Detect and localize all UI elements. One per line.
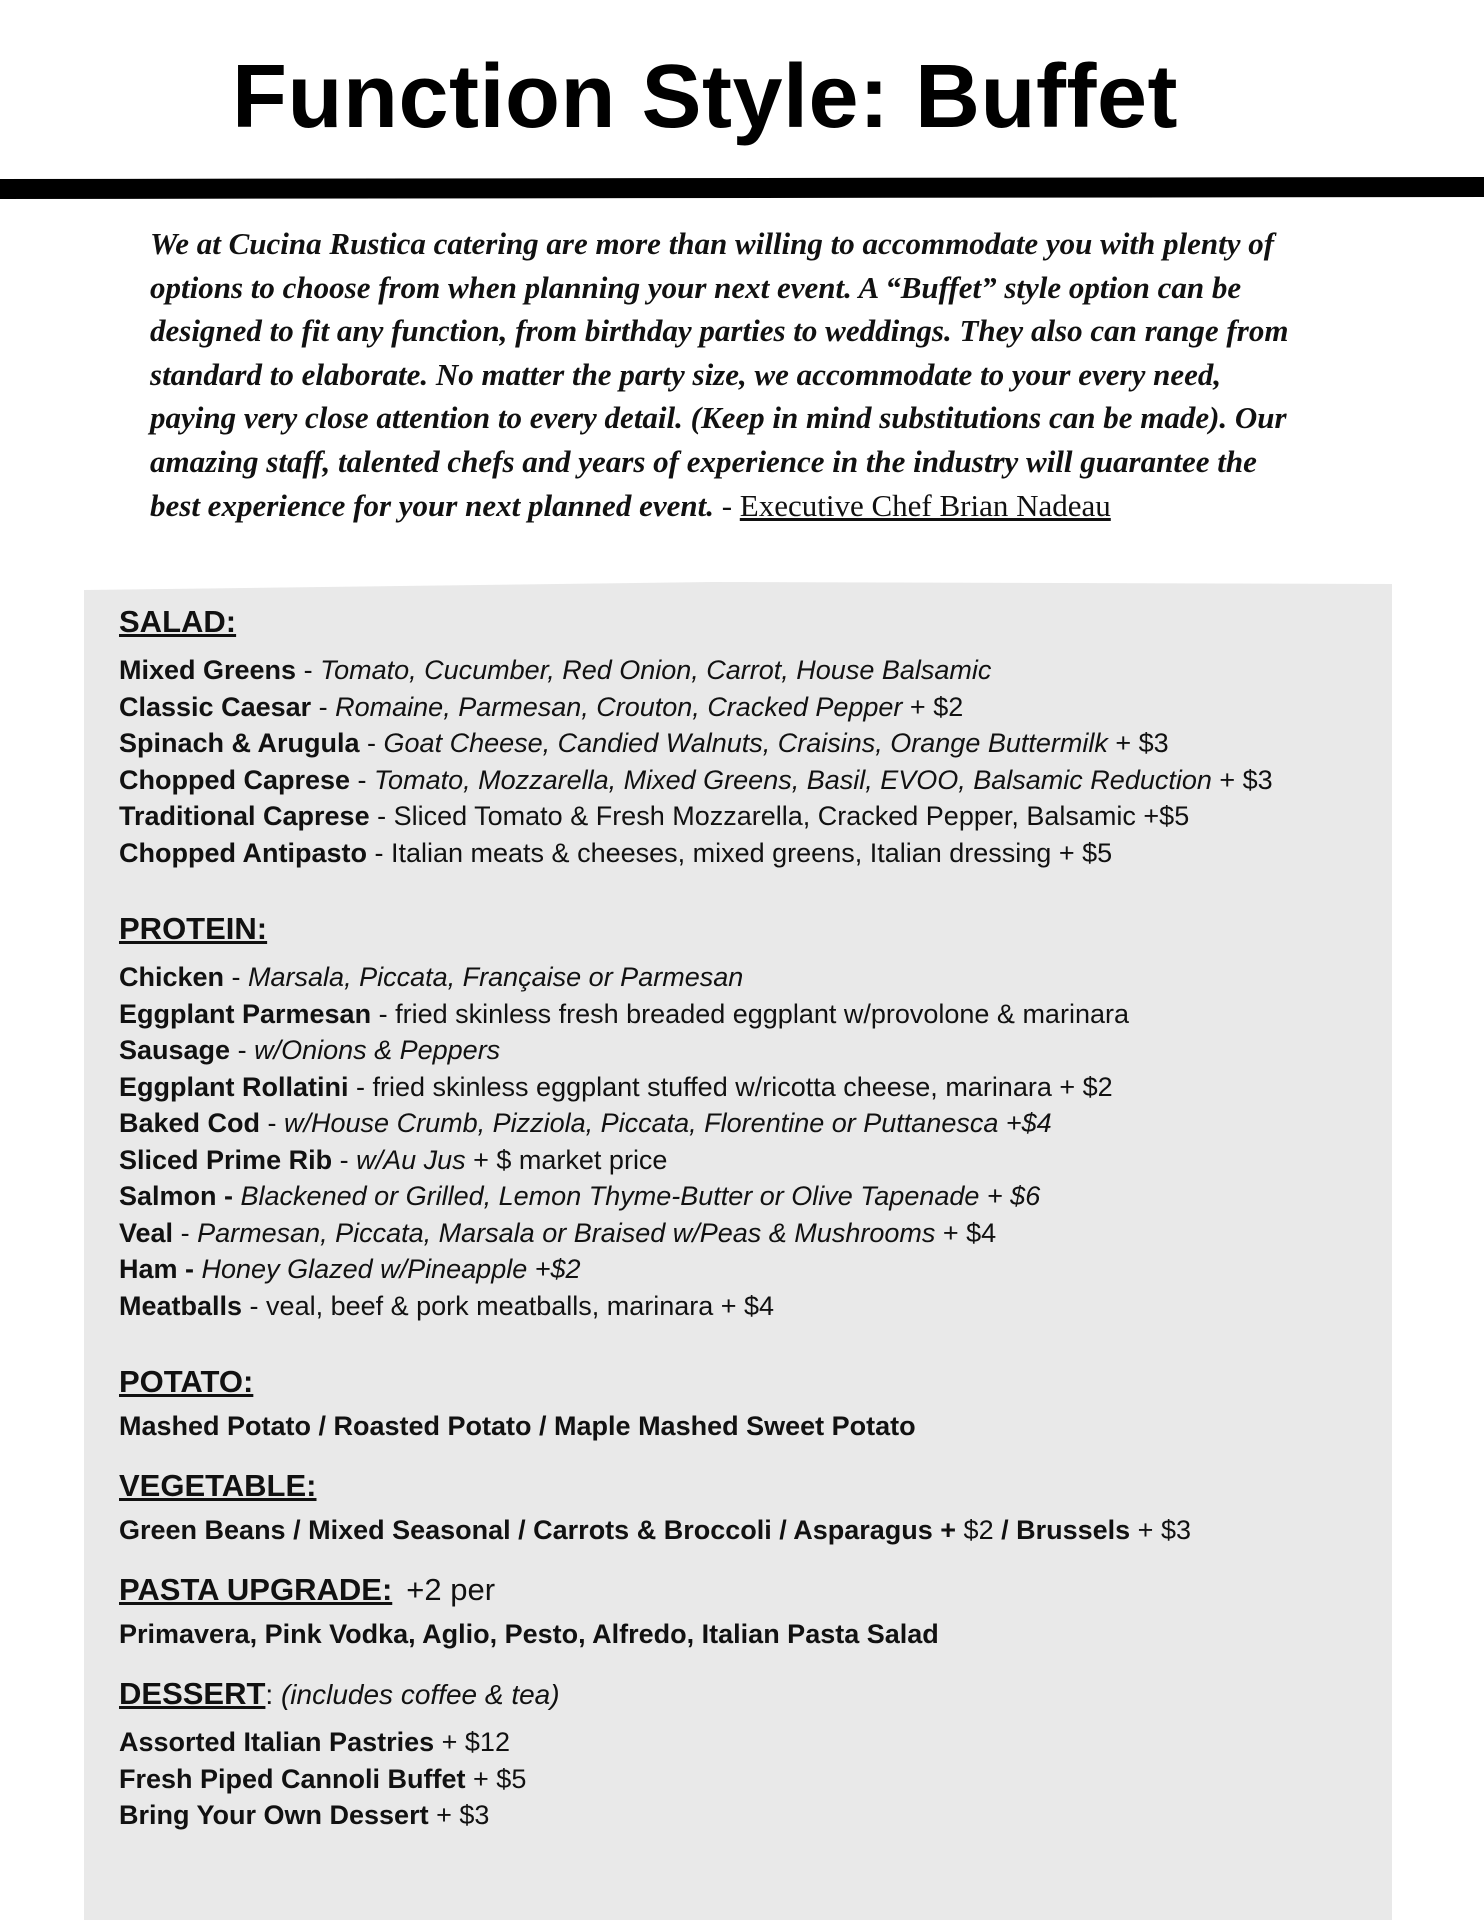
item-description: Romaine, Parmesan, Crouton, Cracked Pepper <box>335 691 903 722</box>
title-divider <box>0 177 1484 199</box>
item-separator: - <box>224 962 249 992</box>
asparagus-price: $2 <box>956 1515 1002 1545</box>
item-name: Sausage <box>119 1035 231 1065</box>
list-item <box>119 725 1379 762</box>
item-price: fried skinless eggplant stuffed w/ricotta cheese, marinara + $2 <box>372 1071 1113 1102</box>
item-price: + $4 <box>935 1217 997 1248</box>
item-price: fried skinless fresh breaded eggplant w/provolone & marinara <box>395 998 1129 1029</box>
list-item <box>119 959 1379 996</box>
vegetable-options <box>119 1512 1379 1548</box>
item-name: Bring Your Own Dessert <box>119 1800 429 1830</box>
item-separator: - <box>348 1071 373 1102</box>
item-separator: - <box>230 1035 255 1065</box>
chef-signature: Executive Chef Brian Nadeau <box>739 487 1111 523</box>
item-name: Assorted Italian Pastries <box>119 1727 435 1757</box>
protein-heading: PROTEIN: <box>119 911 268 946</box>
list-item <box>119 1105 1379 1142</box>
pasta-upgrade-price: +2 per <box>406 1572 496 1607</box>
item-description: w/Onions & Peppers <box>254 1035 501 1065</box>
item-name: Eggplant Rollatini <box>119 1071 349 1102</box>
salad-list <box>119 652 1379 871</box>
dessert-note: (includes coffee & tea) <box>273 1679 560 1710</box>
item-separator: - <box>369 801 394 831</box>
item-name: Mixed Greens <box>119 655 297 685</box>
item-name: Classic Caesar <box>119 691 312 722</box>
list-item <box>119 996 1379 1033</box>
page-title: Function Style: Buffet <box>232 47 1178 147</box>
item-name: Spinach & Arugula <box>119 728 360 758</box>
list-item <box>119 762 1379 799</box>
potato-options: Mashed Potato / Roasted Potato / Maple Mashed Sweet Potato <box>119 1411 916 1441</box>
vegetable-heading: VEGETABLE: <box>119 1468 317 1503</box>
item-price: + $3 <box>1211 764 1273 795</box>
list-item <box>119 1724 1379 1761</box>
item-name: Baked Cod <box>119 1108 261 1138</box>
item-separator: - <box>332 1144 357 1175</box>
list-item <box>119 1288 1379 1325</box>
menu-content <box>119 602 1379 1834</box>
item-name: Sliced Prime Rib <box>119 1144 333 1175</box>
item-description: Marsala, Piccata, Française or Parmesan <box>248 962 744 992</box>
item-price: + $3 <box>428 1800 490 1830</box>
list-item <box>119 1251 1379 1288</box>
list-item <box>119 1178 1379 1215</box>
item-price: + $5 <box>465 1763 527 1794</box>
brussels-price: + $3 <box>1130 1515 1191 1545</box>
protein-list <box>119 959 1379 1324</box>
item-separator <box>194 1254 202 1284</box>
item-name: Chopped Antipasto <box>119 837 367 868</box>
item-price: Italian meats & cheeses, mixed greens, Italian dressing + $5 <box>390 837 1113 868</box>
item-name: Meatballs <box>119 1290 243 1321</box>
item-description: Goat Cheese, Candied Walnuts, Craisins, Orange Buttermilk <box>383 728 1108 758</box>
salad-heading: SALAD: <box>119 604 237 639</box>
list-item <box>119 1761 1379 1798</box>
item-separator: - <box>260 1108 285 1138</box>
item-separator: - <box>366 837 391 868</box>
item-name: Ham - <box>119 1254 195 1284</box>
list-item <box>119 1069 1379 1106</box>
item-separator <box>233 1181 241 1211</box>
item-description: Parmesan, Piccata, Marsala or Braised w/Peas & Mushrooms <box>197 1217 936 1248</box>
list-item <box>119 1215 1379 1252</box>
vegetable-options-brussels: / Brussels <box>1001 1515 1131 1545</box>
list-item <box>119 689 1379 726</box>
intro-text: We at Cucina Rustica catering are more than willing to accommodate you with plenty of options to choose from when planning your next event. A “Buffet” style option can be designed to fit any function, from birthday parties to weddings. They also can range from standard to elaborate. No matter the party size, we accommodate to your every need, paying very close attention to every detail. (Keep in mind substitutions can be made). Our amazing staff, talented chefs and years of experience in the industry will guarantee the best experience for your next planned event. <box>150 226 1289 523</box>
item-description: Tomato, Cucumber, Red Onion, Carrot, House Balsamic <box>320 655 992 685</box>
list-item <box>119 1142 1379 1179</box>
item-separator: - <box>242 1290 267 1321</box>
potato-heading: POTATO: <box>119 1364 254 1399</box>
item-description: w/House Crumb, Pizziola, Piccata, Florentine or Puttanesca +$4 <box>284 1108 1052 1138</box>
item-description: Blackened or Grilled, Lemon Thyme-Butter or Olive Tapenade + $6 <box>240 1181 1041 1211</box>
dessert-heading: DESSERT <box>119 1676 266 1711</box>
item-price: + $12 <box>434 1727 510 1757</box>
item-name: Fresh Piped Cannoli Buffet <box>119 1763 466 1794</box>
dessert-list <box>119 1724 1379 1834</box>
item-name: Salmon - <box>119 1181 234 1211</box>
item-name: Eggplant Parmesan <box>119 998 372 1029</box>
intro-paragraph <box>150 222 1290 527</box>
intro-dash: - <box>713 487 740 523</box>
item-name: Chicken <box>119 962 225 992</box>
item-separator: - <box>173 1217 198 1248</box>
item-price: veal, beef & pork meatballs, marinara + $4 <box>266 1290 775 1321</box>
item-separator: - <box>350 764 375 795</box>
item-separator: - <box>371 998 396 1029</box>
item-description: Honey Glazed w/Pineapple +$2 <box>201 1254 581 1284</box>
item-price: + $3 <box>1107 728 1169 758</box>
pasta-options: Primavera, Pink Vodka, Aglio, Pesto, Alfredo, Italian Pasta Salad <box>119 1619 939 1649</box>
dessert-colon: : <box>265 1679 274 1710</box>
list-item <box>119 1797 1379 1834</box>
item-separator: - <box>296 655 321 685</box>
vegetable-options-main: Green Beans / Mixed Seasonal / Carrots & Broccoli / Asparagus + <box>119 1515 957 1545</box>
list-item <box>119 798 1379 835</box>
list-item <box>119 1032 1379 1069</box>
item-description: Tomato, Mozzarella, Mixed Greens, Basil, EVOO, Balsamic Reduction <box>374 764 1212 795</box>
item-description: w/Au Jus <box>356 1144 466 1175</box>
item-price: + $2 <box>902 691 964 722</box>
list-item <box>119 652 1379 689</box>
list-item <box>119 835 1379 872</box>
item-separator: - <box>359 728 384 758</box>
item-name: Chopped Caprese <box>119 764 351 795</box>
item-name: Veal <box>119 1217 174 1248</box>
item-price: + $ market price <box>465 1144 668 1175</box>
item-price: Sliced Tomato & Fresh Mozzarella, Cracked Pepper, Balsamic +$5 <box>393 801 1190 831</box>
pasta-heading: PASTA UPGRADE: <box>119 1572 393 1607</box>
item-name: Traditional Caprese <box>119 801 370 831</box>
item-separator: - <box>311 691 336 722</box>
